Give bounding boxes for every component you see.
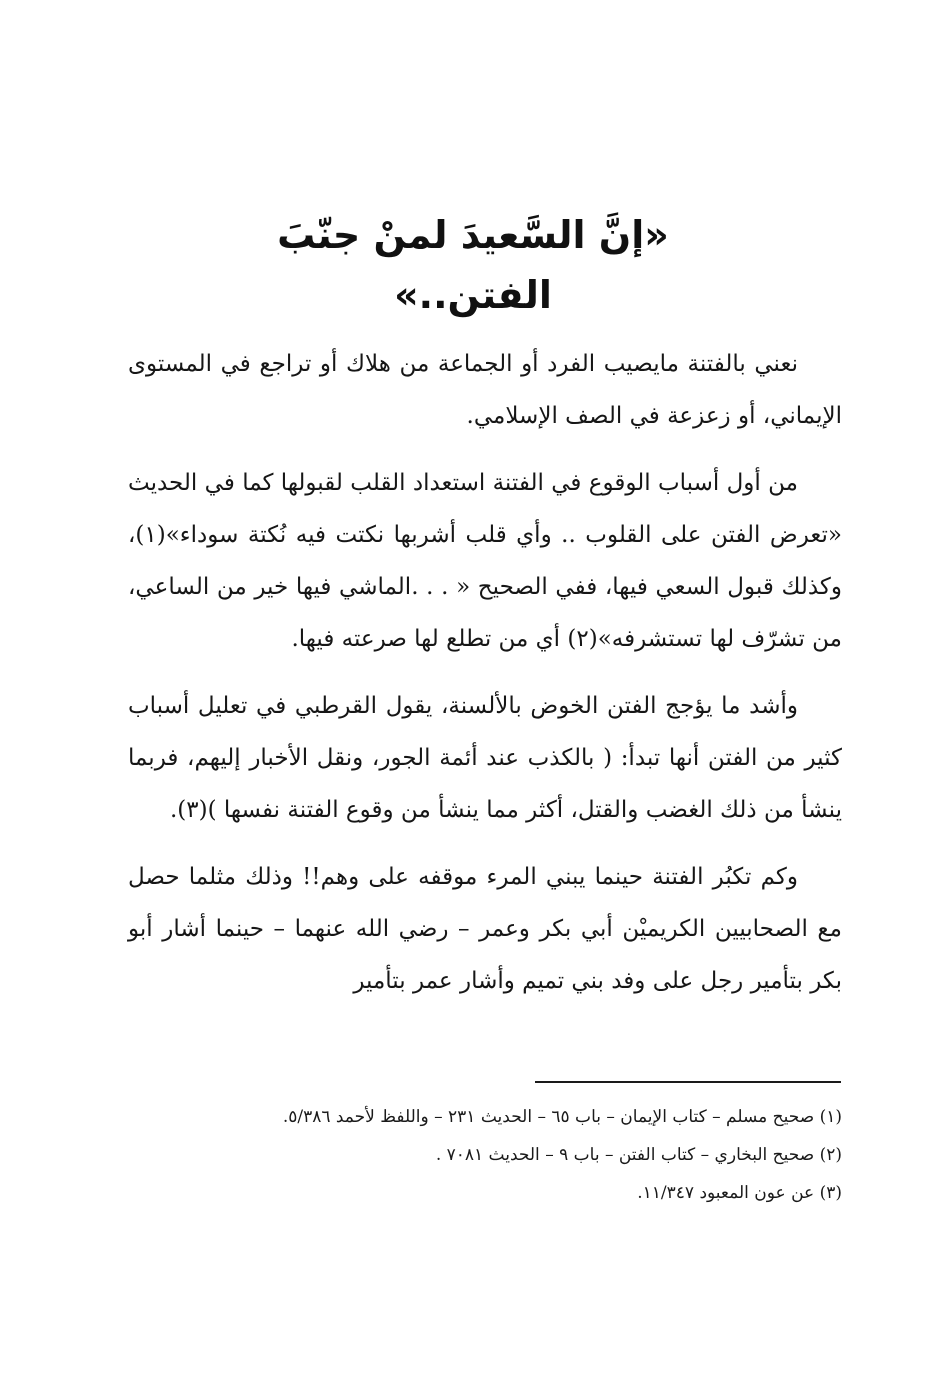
page-title: «إنَّ السَّعيدَ لمنْ جنّبَ الفتن..» <box>277 213 669 317</box>
paragraph-2: من أول أسباب الوقوع في الفتنة استعداد القلب لقبولها كما في الحديث «تعرض الفتن على القلوب .. وأي قلب أشربها نكتت فيه نُكتة سوداء»(١)، وكذلك قبول السعي فيها، ففي الصحيح « . . .الماشي فيها خير من الساعي، من تشرّف لها تستشرفه»(٢) أي من تطلع لها صرعته فيها. <box>128 470 843 652</box>
footnotes <box>128 1098 842 1212</box>
paragraph-3: وأشد ما يؤجج الفتن الخوض بالألسنة، يقول القرطبي في تعليل أسباب كثير من الفتن أنها تبدأ: ( بالكذب عند أئمة الجور، ونقل الأخبار إليهم، فربما ينشأ من ذلك الغضب والقتل، أكثر مما ينشأ من وقوع الفتنة نفسها )(٣). <box>128 693 842 823</box>
footnote-1: (١) صحيح مسلم – كتاب الإيمان – باب ٦٥ – الحديث ٢٣١ – واللفظ لأحمد ٥/٣٨٦. <box>282 1107 842 1127</box>
footnote-separator <box>535 1081 841 1083</box>
footnote-3: (٣) عن عون المعبود ١١/٣٤٧. <box>637 1183 842 1203</box>
footnote-2: (٢) صحيح البخاري – كتاب الفتن – باب ٩ – الحديث ٧٠٨١ . <box>435 1145 842 1165</box>
body-text <box>128 338 842 1022</box>
paragraph-4: وكم تكبُر الفتنة حينما يبني المرء موقفه على وهم!! وذلك مثلما حصل مع الصحابيين الكريميْن أبي بكر وعمر – رضي الله عنهما – حينما أشار أبو بكر بتأمير رجل على وفد بني تميم وأشار عمر بتأمير <box>128 864 842 994</box>
paragraph-1: نعني بالفتنة مايصيب الفرد أو الجماعة من هلاك أو تراجع في المستوى الإيماني، أو زعزعة في الصف الإسلامي. <box>128 351 842 429</box>
